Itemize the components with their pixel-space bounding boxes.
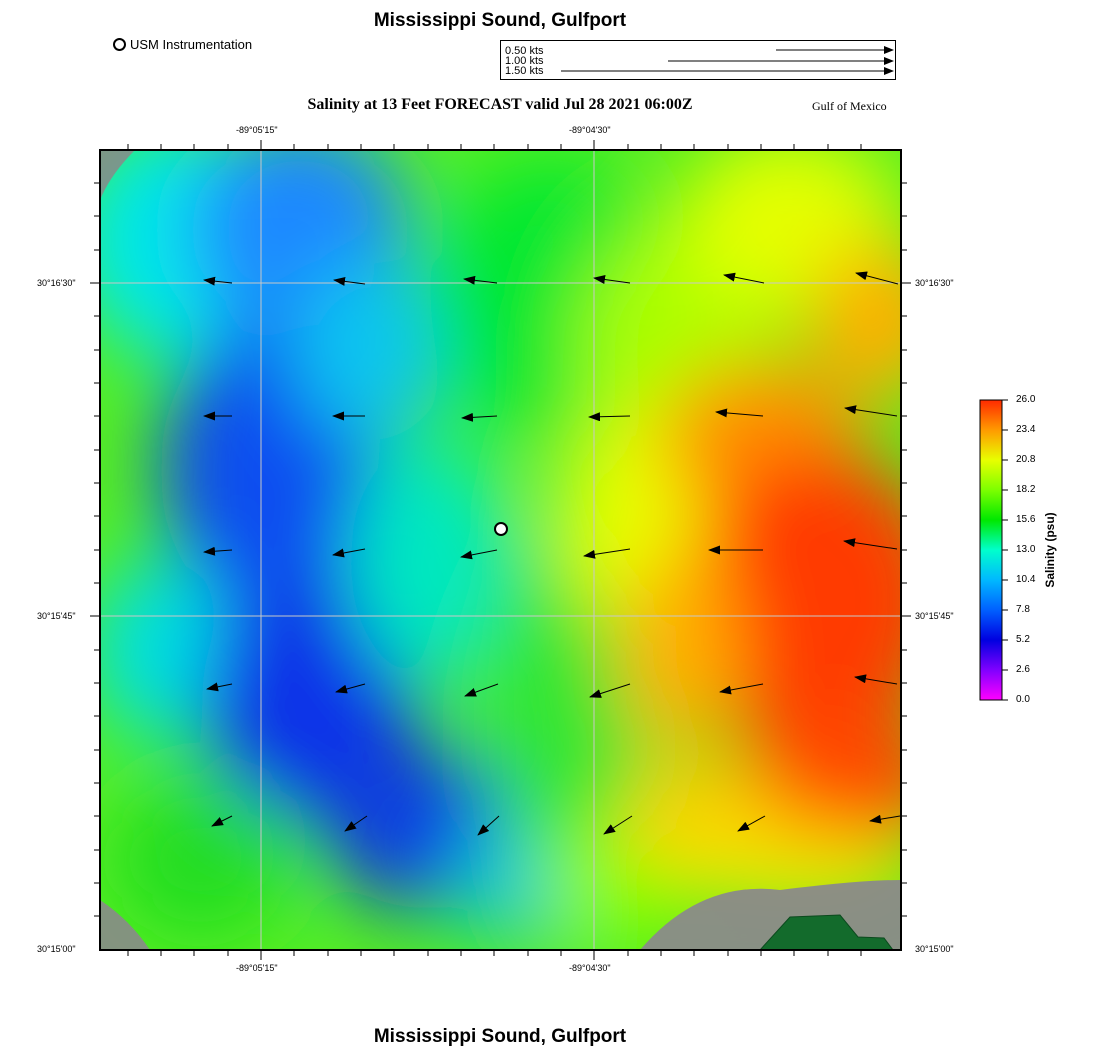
colorbar-label: 0.0 [1016, 694, 1030, 705]
lat-label-left-3: 30°15'00" [37, 944, 76, 954]
lon-label-top-2: -89°04'30" [569, 125, 611, 135]
region-label: Gulf of Mexico [812, 99, 887, 113]
vector-legend-label-3: 1.50 kts [505, 65, 544, 77]
colorbar-label: 15.6 [1016, 514, 1036, 525]
colorbar-title: Salinity (psu) [1043, 512, 1057, 588]
colorbar-label: 2.6 [1016, 664, 1030, 675]
map-title: Mississippi Sound, Gulfport [373, 10, 627, 31]
map-footer-title: Mississippi Sound, Gulfport [373, 1026, 627, 1047]
station-legend-label: USM Instrumentation [130, 37, 253, 52]
colorbar-label: 20.8 [1016, 454, 1036, 465]
lat-label-right-2: 30°15'45" [915, 611, 954, 621]
colorbar-ticks [1002, 400, 1008, 700]
colorbar-label: 7.8 [1016, 604, 1030, 615]
colorbar-label: 18.2 [1016, 484, 1036, 495]
usm-station-marker [495, 523, 507, 535]
colorbar-label: 26.0 [1016, 394, 1036, 405]
lat-label-right-3: 30°15'00" [915, 944, 954, 954]
colorbar-label: 23.4 [1016, 424, 1036, 435]
vector-legend-label-2: 1.00 kts [505, 55, 544, 67]
lat-label-left-2: 30°15'45" [37, 611, 76, 621]
map-subtitle: Salinity at 13 Feet FORECAST valid Jul 28 2021 06:00Z [307, 96, 693, 113]
colorbar-label: 10.4 [1016, 574, 1036, 585]
colorbar-label: 13.0 [1016, 544, 1036, 555]
lat-label-right-1: 30°16'30" [915, 278, 954, 288]
salinity-field [70, 120, 950, 960]
lon-label-top-1: -89°05'15" [236, 125, 278, 135]
colorbar-label: 5.2 [1016, 634, 1030, 645]
vector-legend-label-1: 0.50 kts [505, 45, 544, 57]
lon-label-bottom-1: -89°05'15" [236, 963, 278, 973]
lat-label-left-1: 30°16'30" [37, 278, 76, 288]
colorbar [980, 400, 1002, 700]
lon-label-bottom-2: -89°04'30" [569, 963, 611, 973]
